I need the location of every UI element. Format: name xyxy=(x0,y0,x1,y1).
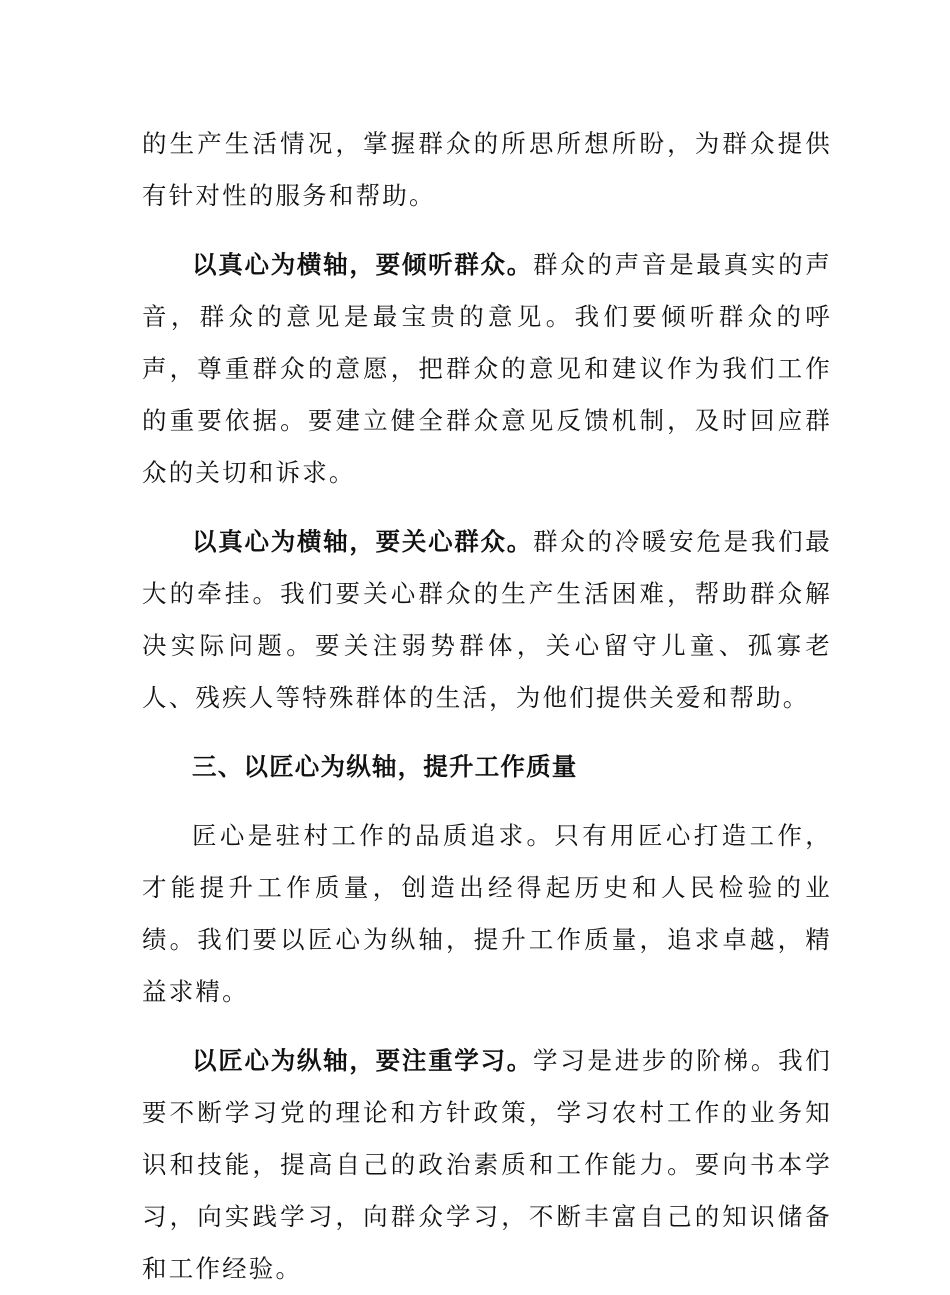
paragraph-text: 群众的冷暖安危是我们最大的牵挂。我们要关心群众的生产生活困难，帮助群众解决实际问题。要关注弱势群体，关心留守儿童、孤寡老人、残疾人等特殊群体的生活，为他们提供关爱和帮助。 xyxy=(142,527,832,712)
paragraph-lead: 以匠心为纵轴，要注重学习。 xyxy=(192,1046,533,1075)
paragraph-text: 群众的声音是最真实的声音，群众的意见是最宝贵的意见。我们要倾听群众的呼声，尊重群众的意愿，把群众的意见和建议作为我们工作的重要依据。要建立健全群众意见反馈机制，及时回应群众的关切和诉求。 xyxy=(142,250,832,487)
paragraph-lead: 以真心为横轴，要倾听群众。 xyxy=(192,250,533,279)
section-heading-three xyxy=(142,741,832,793)
paragraph-listen-to-masses xyxy=(142,239,832,499)
paragraph-care-for-masses xyxy=(142,516,832,724)
paragraph-text: 匠心是驻村工作的品质追求。只有用匠心打造工作，才能提升工作质量，创造出经得起历史和人民检验的业绩。我们要以匠心为纵轴，提升工作质量，追求卓越，精益求精。 xyxy=(142,821,832,1006)
paragraph-text: 的生产生活情况，掌握群众的所思所想所盼，为群众提供有针对性的服务和帮助。 xyxy=(142,129,832,210)
paragraph-continuation xyxy=(142,118,832,222)
paragraph-lead: 以真心为横轴，要关心群众。 xyxy=(192,527,533,556)
paragraph-craftsmanship-intro xyxy=(142,810,832,1018)
paragraph-focus-on-learning xyxy=(142,1035,832,1295)
paragraph-text: 学习是进步的阶梯。我们要不断学习党的理论和方针政策，学习农村工作的业务知识和技能，提高自己的政治素质和工作能力。要向书本学习，向实践学习，向群众学习，不断丰富自己的知识储备和工作经验。 xyxy=(142,1046,832,1283)
document-body xyxy=(142,118,832,1295)
section-heading-text: 三、以匠心为纵轴，提升工作质量 xyxy=(192,752,578,781)
